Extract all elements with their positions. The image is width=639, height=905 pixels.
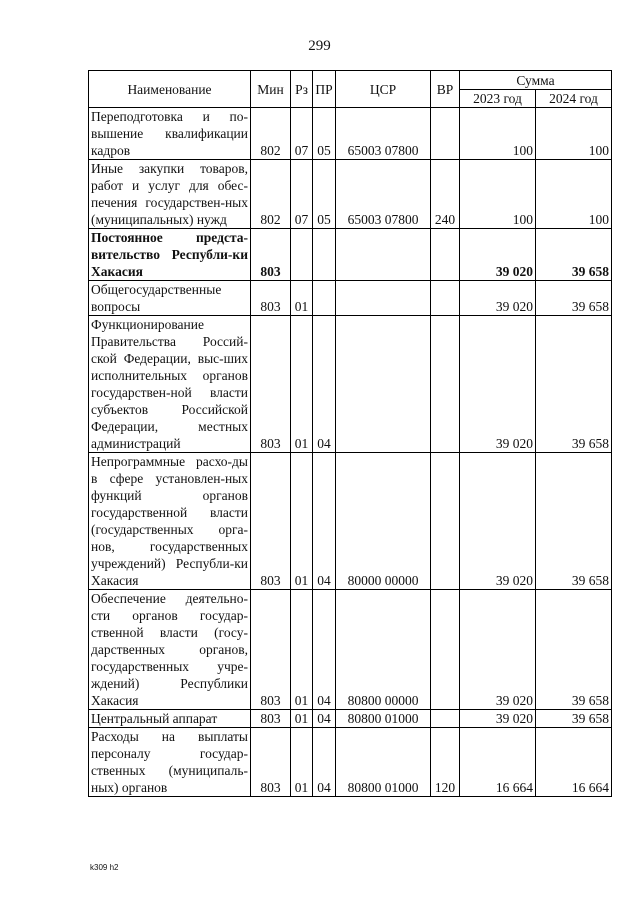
header-vr: ВР bbox=[431, 71, 460, 108]
cell-csr: 80800 01000 bbox=[336, 728, 431, 797]
cell-sum-2024: 100 bbox=[536, 160, 612, 229]
cell-sum-2023: 100 bbox=[460, 160, 536, 229]
cell-csr: 65003 07800 bbox=[336, 108, 431, 160]
table-row bbox=[89, 590, 612, 710]
table-body bbox=[89, 108, 612, 797]
cell-csr: 65003 07800 bbox=[336, 160, 431, 229]
cell-sum-2024: 39 658 bbox=[536, 229, 612, 281]
cell-name: Центральный аппарат bbox=[89, 710, 251, 728]
header-csr: ЦСР bbox=[336, 71, 431, 108]
cell-min: 803 bbox=[251, 453, 291, 590]
cell-name: Функционирование Правительства Россий-ской Федерации, выс-ших исполнительных органов государствен-ной власти субъектов Российской Федерации, местных администраций bbox=[89, 316, 251, 453]
cell-name: Постоянное предста-вительство Республи-ки Хакасия bbox=[89, 229, 251, 281]
cell-min: 803 bbox=[251, 281, 291, 316]
cell-sum-2024: 39 658 bbox=[536, 316, 612, 453]
cell-name: Иные закупки товаров, работ и услуг для обес-печения государствен-ных (муниципальных) нужд bbox=[89, 160, 251, 229]
table-row bbox=[89, 229, 612, 281]
cell-pr: 04 bbox=[313, 316, 336, 453]
header-year-2023: 2023 год bbox=[460, 90, 536, 108]
cell-rz: 01 bbox=[291, 710, 313, 728]
cell-sum-2024: 100 bbox=[536, 108, 612, 160]
cell-vr bbox=[431, 108, 460, 160]
cell-rz: 01 bbox=[291, 728, 313, 797]
cell-sum-2024: 39 658 bbox=[536, 710, 612, 728]
cell-pr bbox=[313, 229, 336, 281]
cell-sum-2024: 39 658 bbox=[536, 281, 612, 316]
table-row bbox=[89, 108, 612, 160]
cell-name: Переподготовка и по-вышение квалификации кадров bbox=[89, 108, 251, 160]
cell-pr: 04 bbox=[313, 453, 336, 590]
cell-rz bbox=[291, 229, 313, 281]
cell-csr: 80800 01000 bbox=[336, 710, 431, 728]
header-rz: Рз bbox=[291, 71, 313, 108]
cell-min: 803 bbox=[251, 316, 291, 453]
cell-sum-2023: 100 bbox=[460, 108, 536, 160]
cell-rz: 07 bbox=[291, 160, 313, 229]
header-year-2024: 2024 год bbox=[536, 90, 612, 108]
cell-min: 802 bbox=[251, 160, 291, 229]
cell-pr: 05 bbox=[313, 108, 336, 160]
cell-vr bbox=[431, 590, 460, 710]
cell-min: 803 bbox=[251, 728, 291, 797]
cell-pr: 04 bbox=[313, 710, 336, 728]
cell-vr: 120 bbox=[431, 728, 460, 797]
header-name: Наименование bbox=[89, 71, 251, 108]
cell-sum-2023: 39 020 bbox=[460, 590, 536, 710]
cell-vr bbox=[431, 229, 460, 281]
cell-name: Обеспечение деятельно-сти органов государ-ственной власти (госу-дарственных органов, государственных учре-ждений) Республики Хакасия bbox=[89, 590, 251, 710]
cell-min: 803 bbox=[251, 710, 291, 728]
cell-vr bbox=[431, 281, 460, 316]
cell-name: Общегосударственные вопросы bbox=[89, 281, 251, 316]
table-row bbox=[89, 710, 612, 728]
cell-name: Непрограммные расхо-ды в сфере установлен-ных функций органов государственной власти (государственных орга-нов, государственных учреждений) Республи-ки Хакасия bbox=[89, 453, 251, 590]
table-row bbox=[89, 316, 612, 453]
cell-sum-2023: 39 020 bbox=[460, 281, 536, 316]
cell-rz: 07 bbox=[291, 108, 313, 160]
cell-pr: 04 bbox=[313, 590, 336, 710]
cell-vr bbox=[431, 453, 460, 590]
cell-vr bbox=[431, 710, 460, 728]
footer-code: k309 h2 bbox=[90, 863, 119, 872]
cell-rz: 01 bbox=[291, 590, 313, 710]
cell-sum-2023: 39 020 bbox=[460, 453, 536, 590]
cell-sum-2023: 39 020 bbox=[460, 710, 536, 728]
page-number: 299 bbox=[308, 38, 331, 54]
cell-vr bbox=[431, 316, 460, 453]
cell-csr bbox=[336, 316, 431, 453]
cell-vr: 240 bbox=[431, 160, 460, 229]
cell-sum-2024: 39 658 bbox=[536, 453, 612, 590]
cell-min: 802 bbox=[251, 108, 291, 160]
cell-name: Расходы на выплаты персоналу государ-ственных (муниципаль-ных) органов bbox=[89, 728, 251, 797]
header-min: Мин bbox=[251, 71, 291, 108]
cell-pr bbox=[313, 281, 336, 316]
cell-rz: 01 bbox=[291, 316, 313, 453]
cell-csr: 80000 00000 bbox=[336, 453, 431, 590]
header-sum: Сумма bbox=[460, 71, 612, 90]
cell-min: 803 bbox=[251, 590, 291, 710]
cell-rz: 01 bbox=[291, 453, 313, 590]
cell-pr: 04 bbox=[313, 728, 336, 797]
budget-table bbox=[88, 70, 612, 797]
cell-sum-2023: 16 664 bbox=[460, 728, 536, 797]
cell-csr: 80800 00000 bbox=[336, 590, 431, 710]
cell-pr: 05 bbox=[313, 160, 336, 229]
header-pr: ПР bbox=[313, 71, 336, 108]
cell-csr bbox=[336, 229, 431, 281]
cell-min: 803 bbox=[251, 229, 291, 281]
cell-sum-2024: 39 658 bbox=[536, 590, 612, 710]
cell-csr bbox=[336, 281, 431, 316]
cell-sum-2024: 16 664 bbox=[536, 728, 612, 797]
table-row bbox=[89, 160, 612, 229]
table-row bbox=[89, 453, 612, 590]
cell-sum-2023: 39 020 bbox=[460, 316, 536, 453]
table-row bbox=[89, 728, 612, 797]
table-row bbox=[89, 281, 612, 316]
cell-rz: 01 bbox=[291, 281, 313, 316]
cell-sum-2023: 39 020 bbox=[460, 229, 536, 281]
